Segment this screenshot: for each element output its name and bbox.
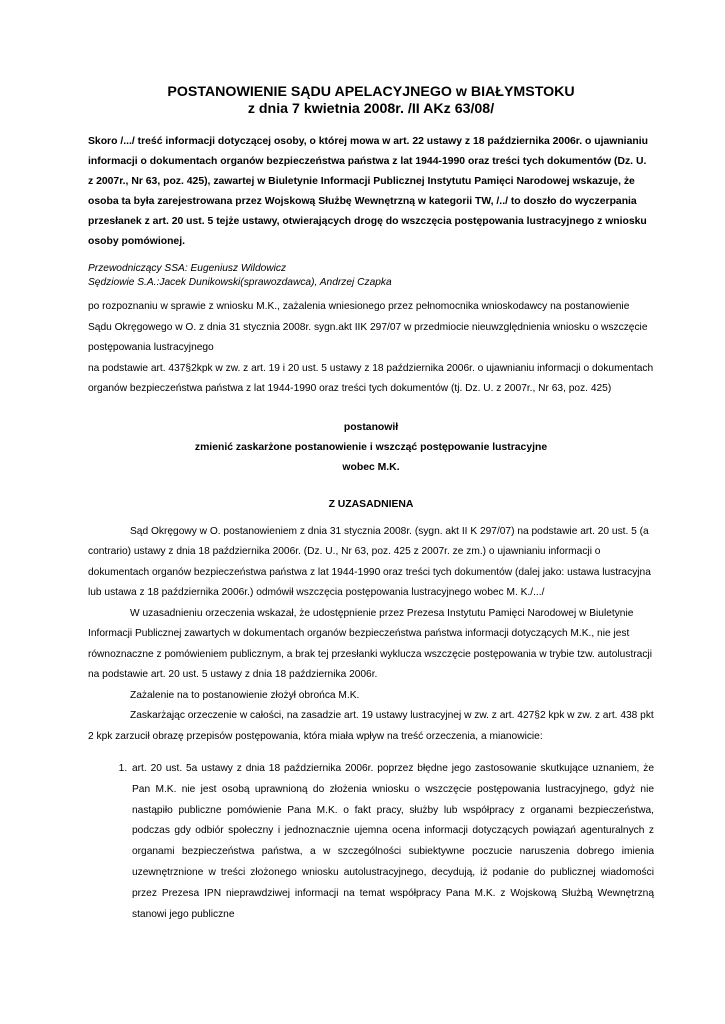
section-heading: Z UZASADNIENA (328, 498, 414, 510)
reasoning-paragraph: Sąd Okręgowy w O. postanowieniem z dnia 31 stycznia 2008r. (sygn. akt II K 297/07) na podstawie art. 20 ust. 5 (a contrario) ustawy z dnia 18 października 2006r. (Dz. U., Nr 63, poz. 425 z 2007r. ze zm.) o ujawnianiu informacji o dokumentach organów bezpieczeństwa państwa z lat 1944-1990 oraz treści tych dokumentów (dalej jako: ustawa lustracyjna lub ustawa z 18 października 2006r.) odmówił wszczęcia postępowania lustracyjnego wobec M. K./.../ (88, 525, 651, 598)
judges-members: Sędziowie S.A.:Jacek Dunikowski(sprawozdawca), Andrzej Czapka (88, 276, 392, 288)
reasoning-body (88, 522, 654, 748)
title-line-1: POSTANOWIENIE SĄDU APELACYJNEGO w BIAŁYMSTOKU (167, 84, 575, 100)
thesis-paragraph: Skoro /.../ treść informacji dotyczącej osoby, o której mowa w art. 22 ustawy z 18 października 2006r. o ujawnianiu informacji o dokumentach organów bezpieczeństwa państwa z lat 1944-1990 oraz treści tych dokumentów (Dz. U. z 2007r., Nr 63, poz. 425), zawartej w Biuletynie Informacji Publicznej Instytutu Pamięci Narodowej wskazuje, że osoba ta była zarejestrowana przez Wojskową Służbę Wewnętrzną w kategorii TW, /../ to doszło do wyczerpania przesłanek z art. 20 ust. 5 tejże ustawy, otwierających drogę do wszczęcia postępowania lustracyjnego z wniosku osoby pomówionej. (88, 136, 648, 247)
ruling-block (88, 418, 654, 478)
title-line-2: z dnia 7 kwietnia 2008r. /II AKz 63/08/ (247, 101, 495, 117)
judges-block (88, 262, 654, 289)
intro-part-1: po rozpoznaniu w sprawie z wniosku M.K., zażalenia wniesionego przez pełnomocnika wnioskodawcy na postanowienie Sądu Okręgowego w O. z dnia 31 stycznia 2008r. sygn.akt IIK 297/07 w przedmiocie nieuwzględnienia wniosku o wszczęcie postępowania lustracyjnego (88, 301, 648, 353)
ruling-subject: wobec M.K. (342, 461, 400, 473)
document-title (88, 84, 654, 118)
intro-paragraph (88, 297, 654, 400)
document-page (88, 84, 654, 925)
ruling-verb: postanowił (343, 421, 399, 433)
argument-item: 1. art. 20 ust. 5a ustawy z dnia 18 października 2006r. poprzez błędne jego zastosowanie skutkujące uznaniem, że Pan M.K. nie jest osobą uprawnioną do złożenia wniosku o wszczęcie postępowania lustracyjnego, gdyż nie nastąpiło publiczne pomówienie Pana M.K. o fakt pracy, służby lub współpracy z organami bezpieczeństwa, podczas gdy odbiór społeczny i jednoznacznie ujemna ocena informacji dotyczących powiązań agenturalnych z organami bezpieczeństwa państwa, a w szczególności subiektywne poczucie naruszenia dobrego imienia uzewnętrznione w treści złożonego wniosku autolustracyjnego, decydują, iż podanie do publicznej wiadomości przez Prezesa IPN nieprawdziwej informacji na temat współpracy Pana M.K. z Wojskową Służbą Wewnętrzną stanowi jego publiczne (130, 759, 654, 925)
arguments-list (88, 759, 654, 925)
reasoning-paragraph: W uzasadnieniu orzeczenia wskazał, że udostępnienie przez Prezesa Instytutu Pamięci Narodowej w Biuletynie Informacji Publicznej zawartych w dokumentach organów bezpieczeństwa państwa informacji dotyczących M.K., nie jest równoznaczne z pomówieniem publicznym, a brak tej przesłanki wyklucza wszczęcie postępowania w trybie tzw. autolustracji na podstawie art. 20 ust. 5 ustawy z dnia 18 października 2006r. (88, 607, 652, 680)
ruling-decision: zmienić zaskarżone postanowienie i wszcząć postępowanie lustracyjne (194, 441, 548, 453)
intro-part-2: na podstawie art. 437§2kpk w zw. z art. 19 i 20 ust. 5 ustawy z 18 października 2006r. o ujawnianiu informacji o dokumentach organów bezpieczeństwa państwa z lat 1944-1990 oraz treści tych dokumentów (tj. Dz. U. z 2007r., Nr 63, poz. 425) (88, 362, 654, 394)
reasoning-paragraph: Zaskarżając orzeczenie w całości, na zasadzie art. 19 ustawy lustracyjnej w zw. z art. 427§2 kpk w zw. z art. 438 pkt 2 kpk zarzucił obrazę przepisów postępowania, która miała wpływ na treść orzeczenia, a mianowicie: (88, 710, 654, 742)
presiding-judge: Przewodniczący SSA: Eugeniusz Wildowicz (88, 263, 287, 274)
reasoning-paragraph: Zażalenie na to postanowienie złożył obrońca M.K. (130, 689, 360, 701)
